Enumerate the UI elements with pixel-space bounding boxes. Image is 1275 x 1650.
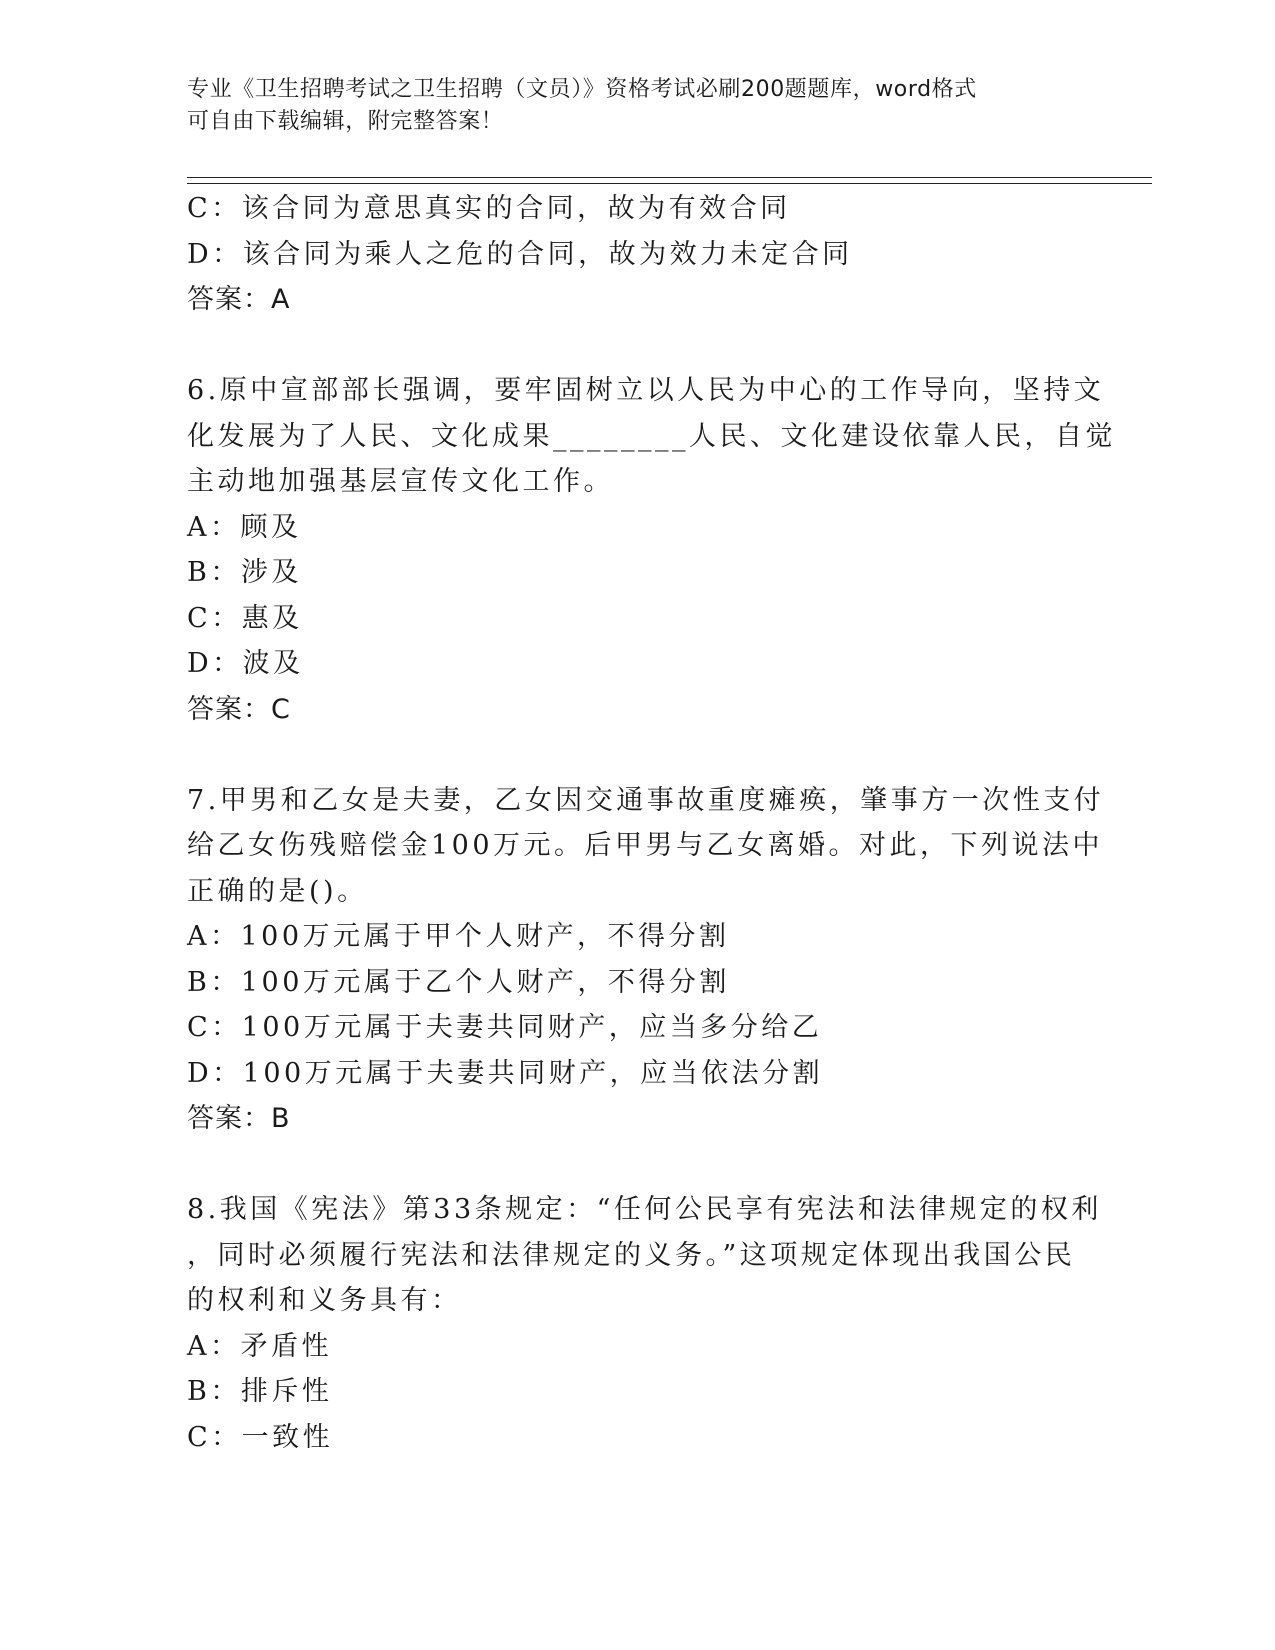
q8-option-c: C：一致性 xyxy=(187,1421,334,1453)
q7-option-b: B：100万元属于乙个人财产，不得分割 xyxy=(187,966,730,998)
q6-option-b: B：涉及 xyxy=(187,557,302,588)
header-divider-bottom xyxy=(187,183,1152,184)
q5-answer: 答案：A xyxy=(187,284,291,315)
q8-option-a: A：矛盾性 xyxy=(187,1330,332,1362)
q8-stem-line-3: 的权利和义务具有： xyxy=(187,1285,462,1316)
header-title-line-2: 可自由下载编辑，附完整答案！ xyxy=(187,109,504,134)
q6-stem-line-3: 主动地加强基层宣传文化工作。 xyxy=(187,466,614,497)
question-5-tail xyxy=(187,186,1087,323)
q7-option-a: A：100万元属于甲个人财产，不得分割 xyxy=(187,921,730,952)
q6-answer: 答案：C xyxy=(187,693,291,725)
q7-option-c: C：100万元属于夫妻共同财产，应当多分给乙 xyxy=(187,1012,823,1043)
q7-stem-line-2: 给乙女伤残赔偿金100万元。后甲男与乙女离婚。对此，下列说法中 xyxy=(187,830,1104,861)
q5-option-d: D：该合同为乘人之危的合同，故为效力未定合同 xyxy=(187,238,853,270)
header-divider-top xyxy=(187,177,1152,178)
q6-stem-line-2: 化发展为了人民、文化成果________人民、文化建设依靠人民，自觉 xyxy=(187,420,1116,452)
question-gap xyxy=(187,323,1087,369)
document-header xyxy=(187,74,1067,138)
q8-stem-line-2: ，同时必须履行宪法和法律规定的义务。”这项规定体现出我国公民 xyxy=(187,1239,1076,1271)
question-6 xyxy=(187,368,1116,732)
q7-stem-line-3: 正确的是()。 xyxy=(187,875,368,907)
q6-option-a: A：顾及 xyxy=(187,511,302,543)
q6-option-d: D：波及 xyxy=(187,648,304,679)
q8-stem-line-1: 8.我国《宪法》第33条规定：“任何公民享有宪法和法律规定的权利 xyxy=(187,1194,1102,1225)
question-8 xyxy=(187,1187,1102,1460)
q7-answer: 答案：B xyxy=(187,1103,291,1134)
question-gap xyxy=(187,732,1087,778)
q6-stem-line-1: 6.原中宣部部长强调，要牢固树立以人民为中心的工作导向，坚持文 xyxy=(187,375,1105,406)
question-list xyxy=(187,186,1116,1460)
header-title-line-1: 专业《卫生招聘考试之卫生招聘（文员）》资格考试必刷200题题库，word格式 xyxy=(187,77,977,102)
q7-stem-line-1: 7.甲男和乙女是夫妻，乙女因交通事故重度瘫痪，肇事方一次性支付 xyxy=(187,784,1105,816)
q5-option-c: C：该合同为意思真实的合同，故为有效合同 xyxy=(187,193,791,224)
question-gap xyxy=(187,1142,1087,1188)
q7-option-d: D：100万元属于夫妻共同财产，应当依法分割 xyxy=(187,1057,824,1089)
q6-option-c: C：惠及 xyxy=(187,602,303,634)
q8-option-b: B：排斥性 xyxy=(187,1376,333,1407)
question-7 xyxy=(187,778,1105,1142)
